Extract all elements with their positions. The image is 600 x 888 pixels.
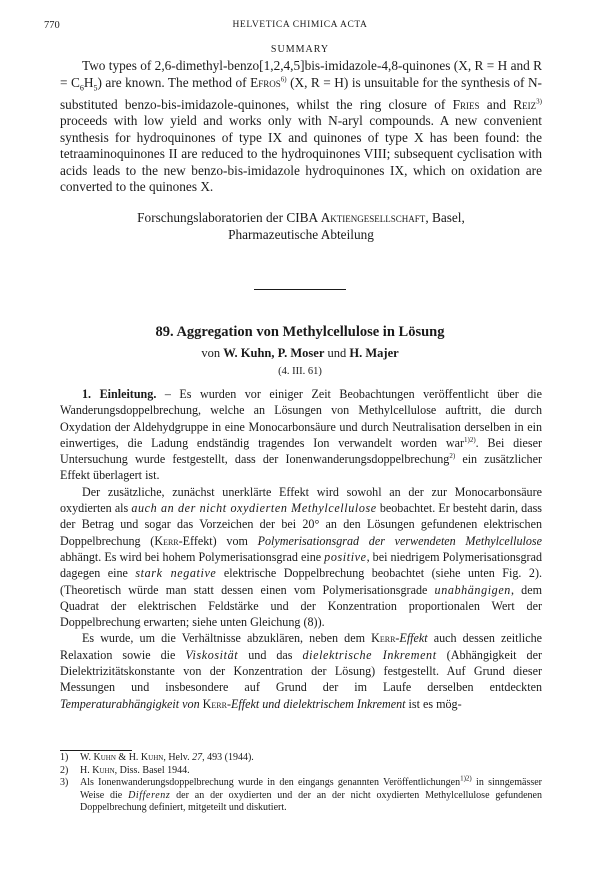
article-date: (4. III. 61) (278, 366, 322, 377)
article-body (60, 386, 542, 712)
page-number: 770 (44, 20, 60, 31)
footnotes (60, 752, 542, 815)
running-header (44, 20, 556, 34)
summary-heading: SUMMARY (270, 44, 330, 55)
affiliation: Forschungslaboratorien der CIBA Aktiengesellschaft, Basel, Pharmazeutische Abteilung (137, 210, 465, 242)
section-heading: 1. Einleitung. (82, 387, 157, 401)
paragraph-introduction: 1. Einleitung. – Es wurden vor einiger Zeit Beobachtungen veröffentlicht über die Wanderungsdoppelbrechung, welche an Lösungen von Methylcellulose auftritt, die durch Oxydation der Aldehydgruppe in eine Monocarbonsäure und durch Neutralisation derselben in ein einwertiges, die Ladung endständig tragendes Ion verwandelt worden war$^{1)2)}$. Bei dieser Untersuchung wurde festgestellt, dass der Ionenwanderungsdoppelbrechung$^{2)}$ ein zusätzlicher Effekt überlagert ist. (60, 387, 542, 483)
footnote-1: 1) W. Kuhn & H. Kuhn, Helv. 27, 493 (1944). (60, 752, 254, 763)
paragraph-3: Es wurde, um die Verhältnisse abzuklären, neben dem Kerr-Effekt auch dessen zeitliche Relaxation sowie die Viskosität und das dielektrische Inkrement (Abhängigkeit der Dielektrizitätskonstante von der Konzentration der Lösung) festgestellt. Auf Grund dieser Messungen und insbesondere auf Grund der im Laufe derselben entdeckten Temperaturabhängigkeit von Kerr-Effekt und dielektrischem Inkrement ist es mög- (60, 631, 542, 711)
paragraph-2: Der zusätzliche, zunächst unerklärte Effekt wird sowohl an der zur Monocarbonsäure oxydierten als auch an der nicht oxydierten Methylcellulose beobachtet. Er besteht darin, dass der Betrag und sogar das Vorzeichen der bei 20° an den Lösungen gefundenen elektrischen Doppelbrechung (Kerr-Effekt) vom Polymerisationsgrad der verwendeten Methylcellulose abhängt. Es wird bei hohem Polymerisationsgrad eine positive, bei niedrigem Polymerisationsgrad dagegen eine stark negative elektrische Doppelbrechung beobachtet (siehe unten Fig. 2). (Theoretisch würde man statt dessen einen vom Polymerisationsgrade unabhängigen, dem Quadrat der elektrischen Feldstärke und der Konzentration proportionalen Wert der Doppelbrechung erwarten; siehe unten Gleichung (8)). (60, 484, 543, 630)
article-authors: von W. Kuhn, P. Moser und H. Majer (201, 346, 399, 360)
article-title: 89. Aggregation von Methylcellulose in Lösung (155, 324, 445, 340)
journal-title: HELVETICA CHIMICA ACTA (232, 20, 368, 30)
section-divider (254, 289, 346, 290)
footnote-3: 3) Als Ionenwanderungsdoppelbrechung wurde in den eingangs genannten Veröffentlichungen$^{1)2)}$ in sinngemässer Weise die Differenz der an der oxydierten und der an der nicht oxydierten Methylcellulose gefundenen Doppelbrechung definiert, mitgeteilt und diskutiert. (60, 774, 542, 813)
author-efros: Efros (250, 74, 281, 90)
summary-paragraph: Two types of 2,6-dimethyl-benzo[1,2,4,5]bis-imidazole-4,8-quinones (X, R = H and $R = C_6H_5$) are known. The method of Efros$^{6)}$ (X, R = H) is unsuitable for the synthesis of N-substituted benzo-bis-imidazole-quinones, whilst the ring closure of Fries and Reiz$^{3)}$ proceeds with low yield and works only with N-aryl compounds. A new convenient synthesis for hydroquinones of type IX and quinones of type X has been found: the tetraaminoquinones II are reduced to the hydroquinones VIII; subsequent cyclisation with acids leads to the new benzo-bis-imidazole hydroquinones IX, which on oxidation are converted to the quinones X. (60, 58, 542, 195)
footnote-divider (60, 750, 132, 751)
footnote-2: 2) H. Kuhn, Diss. Basel 1944. (60, 764, 190, 776)
